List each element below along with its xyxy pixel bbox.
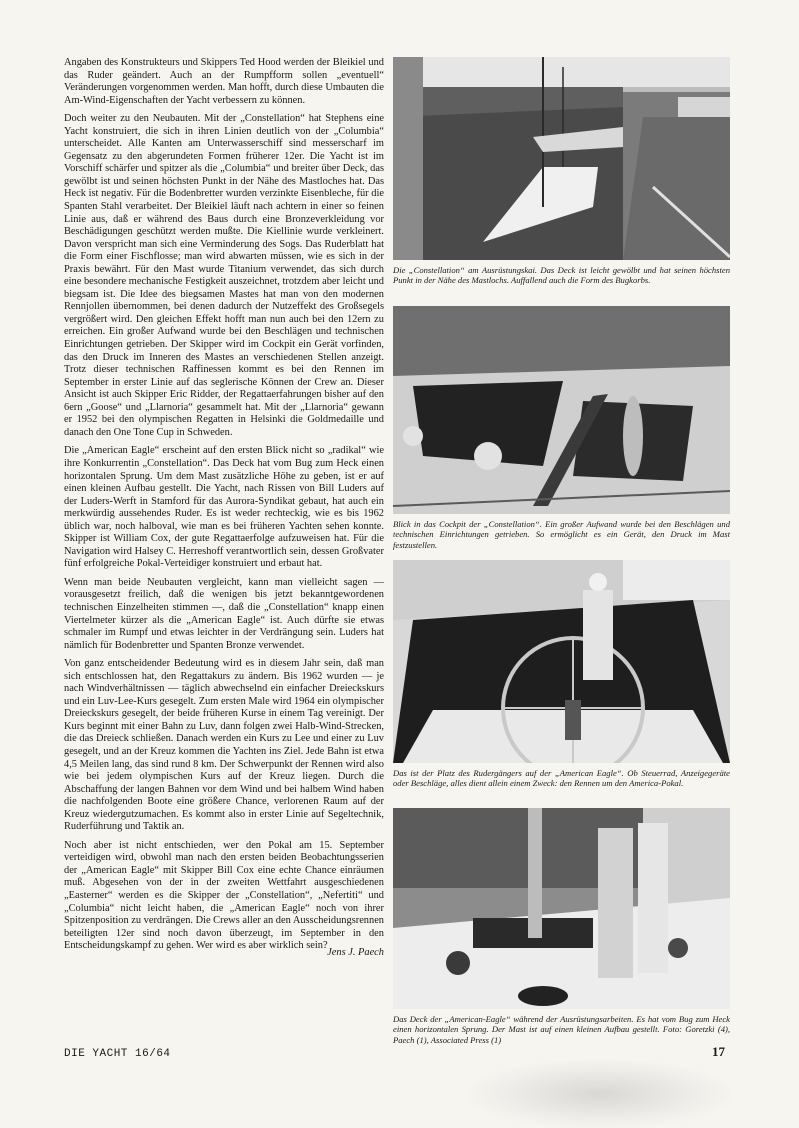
photo-constellation-quay	[393, 57, 730, 260]
photo-caption: Die „Constellation“ am Ausrüstungskai. Das Deck ist leicht gewölbt und hat seinen höchsten Punkt in der Nähe des Mastlochs. Auffallend auch die Form des Bugkorbs.	[393, 265, 730, 286]
photo-block-3	[393, 560, 730, 789]
print-smudge	[470, 1060, 730, 1128]
article-text-column	[64, 57, 384, 965]
photo-block-1	[393, 57, 730, 286]
photo-american-eagle-helm	[393, 560, 730, 763]
magazine-issue-label: DIE YACHT 16/64	[64, 1048, 171, 1060]
photo-block-4	[393, 808, 730, 1045]
photo-block-2	[393, 306, 730, 550]
article-paragraph: Angaben des Konstrukteurs und Skippers Ted Hood werden der Bleikiel und das Ruder geändert. Auch an der Rumpfform sollen „eventuell“ Veränderungen vorgenommen werden. Man hofft, durch diese Umbauten die Am-Wind-Eigenschaften der Yacht verbessern zu können.	[64, 57, 384, 106]
photo-american-eagle-deck	[393, 808, 730, 1009]
page-number: 17	[712, 1044, 725, 1059]
photo-caption: Blick in das Cockpit der „Constellation“. Ein großer Aufwand wurde bei den Beschlägen und technischen Einrichtungen getrieben. So ermöglicht es ein Gerät, den Druck im Mast festzustellen.	[393, 519, 730, 550]
article-paragraph: Wenn man beide Neubauten vergleicht, kann man vielleicht sagen — vorausgesetzt freilich, daß die wenigen bis jetzt bekanntgewordenen technischen Einzelheiten stimmen —, daß die „Constellation“ knapp einen Viertelmeter kürzer als die „American Eagle“ ist. Auch dürfte sie etwas schmaler im Rumpf und etwas leichter in der Verdrängung sein. Luders hat nämlich für Bodenbretter und Spanten Bronze verwendet.	[64, 576, 384, 651]
article-paragraph: Noch aber ist nicht entschieden, wer den Pokal am 15. September verteidigen wird, obwohl man nach den ersten beiden Beobachtungsserien der „American Eagle“ mit Skipper Bill Cox eine echte Chance einräumen muß. Abgesehen von der in der zweiten Wettfahrt ausgeschiedenen „Easterner“ werden es die Skipper der „Constellation“, „Nefertiti“ und „Columbia“ nicht leicht haben, die „American Eagle“ noch von ihrer Spitzenposition zu verdrängen. Die Crews aller an den Ausscheidungsrennen beteiligten 12er sind noch davon überzeugt, im September in den Entscheidungskampf zu gehen. Wer wird es aber wirklich sein?	[64, 839, 385, 952]
photo-constellation-cockpit	[393, 306, 730, 514]
article-paragraph: Von ganz entscheidender Bedeutung wird es in diesem Jahr sein, daß man sich entschlossen hat, den Regattakurs zu ändern. Bis 1962 wurden — je nach Windverhältnissen — täglich abwechselnd ein einfacher Dreieckskurs und ein Luv-Lee-Kurs gesegelt. Zum ersten Male wird 1964 ein olympischer Dreieckskurs gesegelt, der beide früheren Kurse in einem Tag vereinigt. Der Kurs beginnt mit einer Bahn zu Luv, dann folgen zwei Halb-Wind-Strecken, die das Dreieck schließen. Danach werden ein Kurs zu Lee und einer zu Luv gesegelt, und an der Kreuz kommen die Yachten ins Ziel. Jede Bahn ist etwa 4,5 Meilen lang, das sind rund 8 km. Der Schwerpunkt der Rennen wird also wie bei jedem olympischen Kurs auf der Kreuz liegen. Durch die Abschaffung der langen Bahnen vor dem Wind und bei halbem Wind haben die nachfolgenden Boote eine größere Chance, verlorenen Raum auf der Kreuz wiedergutzumachen. Es kommt also in erster Linie auf Segeltechnik, Ruderführung und Taktik an.	[64, 658, 384, 833]
article-paragraph: Doch weiter zu den Neubauten. Mit der „Constellation“ hat Stephens eine Yacht konstruiert, die sich in ihren Linien deutlich von der „Columbia“ unterscheidet. Alle Kanten am Unterwasserschiff sind messerscharf im Gegensatz zu den abgerundeten Formen früherer 12er. Die Yacht ist im Vorschiff schärfer und spitzer als die „Columbia“ und breiter über Deck, das gewölbt ist und seinen höchsten Punkt in der Nähe des Mastloches hat. Das Heck ist negativ. Für die Bodenbretter wurden verzinkte Eisenbleche, für die Spanten Stahl verarbeitet. Der Bleikiel läuft nach achtern in einer so feinen Linie aus, daß er während des Baus durch eine Bronzeverkleidung vor Beschädigungen geschützt werden mußte. Die Kiellinie wurde verkleinert. Davon verspricht man sich eine Verminderung des Sogs. Das Ruderblatt hat die Form einer Fischflosse; man wird abwarten müssen, wie es sich in der Praxis bewährt. Für den Mast wurde Titanium verwendet, das sich durch eine besondere mechanische Festigkeit auszeichnet, trotzdem aber leicht und biegsam ist. Die Idee des biegsamen Mastes hat man von den modernen Rennjollen übernommen, bei denen dadurch der Nutzeffekt des Großsegels vergrößert wird. Den gleichen Effekt hofft man nun auch bei den 12ern zu erreichen. Ein großer Aufwand wurde bei den Beschlägen und technischen Einrichtungen getrieben. Der Skipper wird im Cockpit ein Gerät vorfinden, das den Druck im Inneren des Mastes an verschiedenen Stellen anzeigt. Trotz dieser technischen Raffinessen kommt es bei den Rennen im September in erster Linie auf das seglerische Können der Crew an. Dieser Ansicht ist auch Skipper Eric Ridder, der Regattaerfahrungen bisher auf den 6ern „Goose“ und „Llarnoria“ gesammelt hat. Mit der „Llarnoria“ gewann er 1952 bei den olympischen Regatten in Helsinki die Goldmedaille und danach den One Tone Cup in Schweden.	[64, 113, 384, 438]
author-signature: Jens J. Paech	[327, 946, 384, 958]
article-paragraph: Die „American Eagle“ erscheint auf den ersten Blick nicht so „radikal“ wie ihre Konkurrentin „Constellation“. Das Deck hat vom Bug zum Heck einen horizontalen Sprung. Um dem Mast zusätzliche Höhe zu geben, ist er auf einen kleinen Aufbau gestellt. Die Yacht, nach Rissen von Bill Luders auf der Luders-Werft in Stamford für das Aurora-Syndikat gebaut, hat auch ein merkwürdig aussehendes Ruder. Es ist weder rechteckig, wie es bis 1962 üblich war, noch halboval, wie man es bei früheren Yachten sehen konnte. Skipper ist William Cox, der gute Regattaerfolge aufzuweisen hat. Für die Navigation wird Halsey C. Herreshoff verantwortlich sein, dessen Großvater fünf erfolgreiche Pokal-Verteidiger konstruiert und erbaut hat.	[64, 445, 384, 570]
photo-caption: Das ist der Platz des Rudergängers auf der „American Eagle“. Ob Steuerrad, Anzeigegeräte oder Beschläge, alles dient allein einem Zweck: den Rennen um den America-Pokal.	[393, 768, 730, 789]
photo-caption: Das Deck der „American-Eagle“ während der Ausrüstungsarbeiten. Es hat vom Bug zum Heck einen horizontalen Sprung. Der Mast ist auf einen kleinen Aufbau gestellt. Foto: Goretzki (4), Paech (1), Associated Press (1)	[393, 1014, 730, 1045]
